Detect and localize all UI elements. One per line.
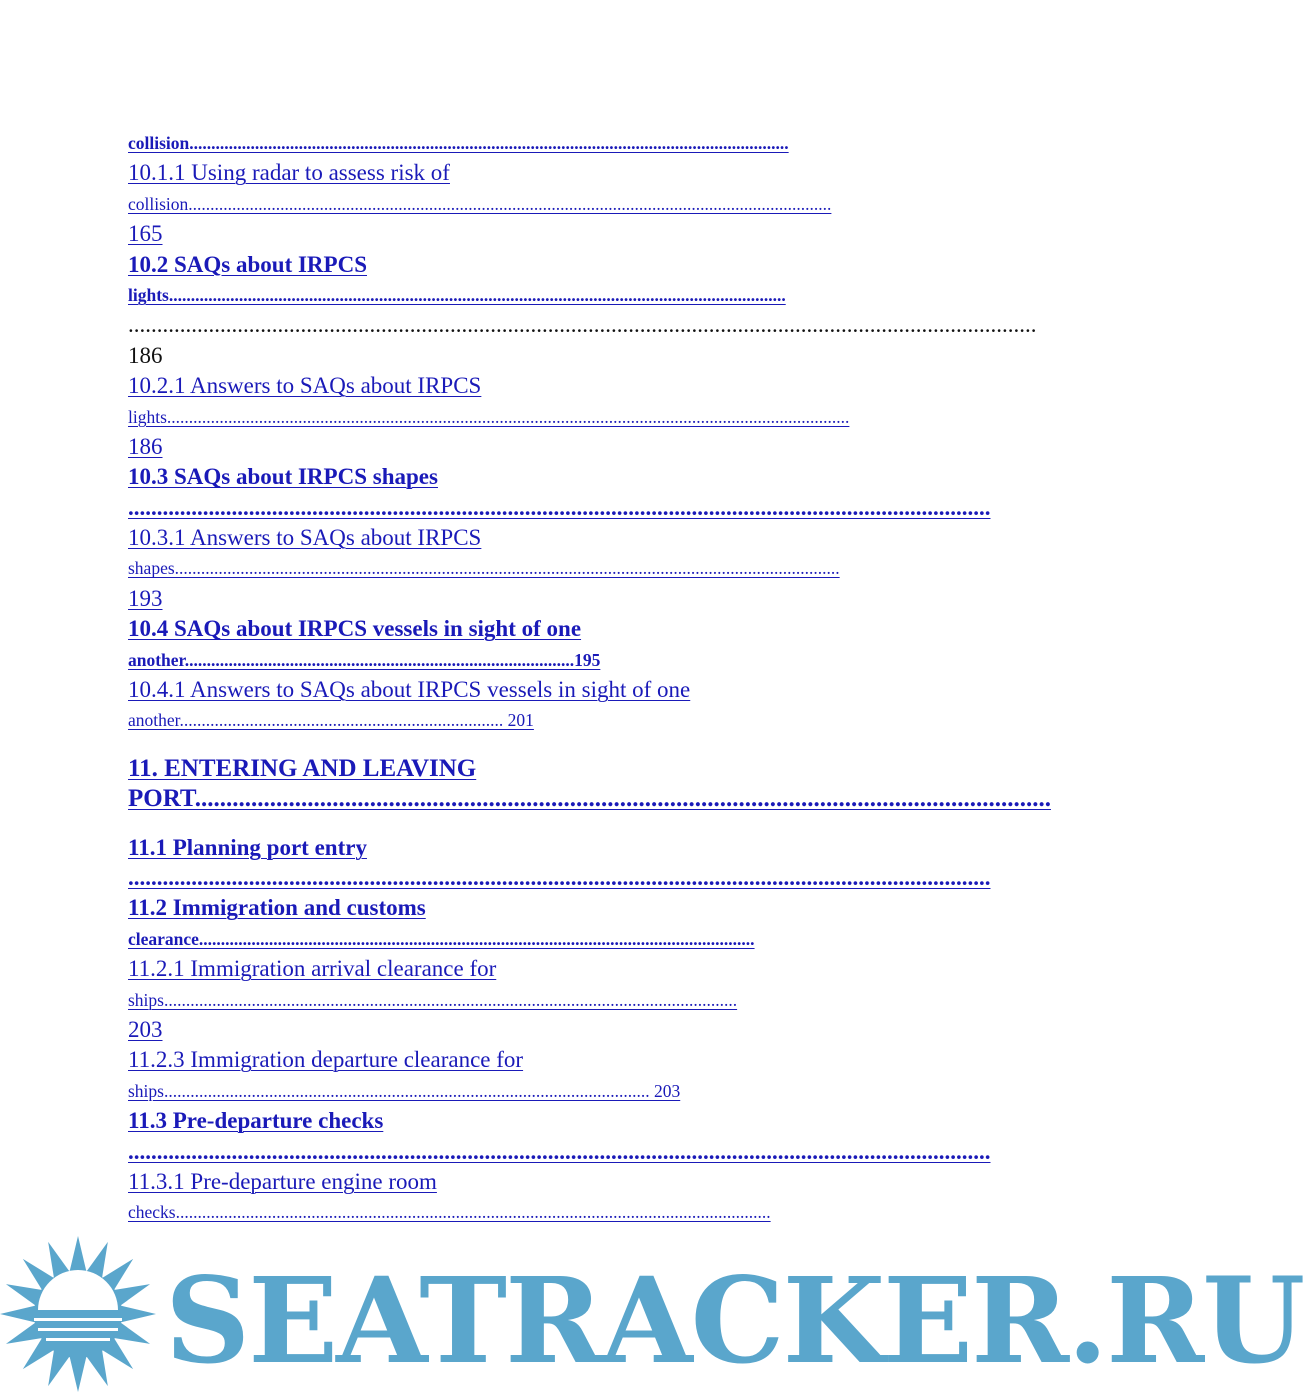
toc-entry-link[interactable]: 186	[128, 433, 163, 459]
toc-spacer	[128, 815, 954, 833]
toc-line	[128, 402, 954, 432]
toc-entry-link[interactable]: 10.3.1 Answers to SAQs about IRPCS	[128, 525, 482, 551]
toc-entry-link[interactable]: 10.4.1 Answers to SAQs about IRPCS vessels in sight of one	[128, 677, 691, 703]
toc-entry-link[interactable]: 10.1.1 Using radar to assess risk of	[128, 160, 450, 186]
toc-line	[128, 645, 954, 675]
toc-entry-link[interactable]: 10.2 SAQs about IRPCS	[128, 251, 367, 277]
toc-entry-link[interactable]: 10.3 SAQs about IRPCS shapes	[128, 464, 438, 490]
toc-line	[128, 1197, 954, 1227]
toc-line	[128, 954, 954, 984]
toc-spacer	[128, 736, 954, 754]
toc-line	[128, 584, 954, 614]
toc-entry-text: 186	[128, 342, 163, 368]
toc-entry-link[interactable]: 11. ENTERING AND LEAVING	[128, 754, 477, 782]
toc-entry-link[interactable]: 11.2.1 Immigration arrival clearance for	[128, 956, 497, 982]
toc-line	[128, 432, 954, 462]
toc-line	[128, 1076, 954, 1106]
toc-entry-link[interactable]: 11.1 Planning port entry	[128, 834, 367, 860]
toc-line	[128, 250, 954, 280]
toc-entry-link[interactable]: shapes........................................................................................................................................................	[128, 558, 840, 579]
toc-line	[128, 371, 954, 401]
toc-entry-link[interactable]: another.........................................................................................195	[128, 649, 601, 670]
toc-entry-link[interactable]: collision.........................................................................................................................................	[128, 133, 789, 153]
toc-entry-link[interactable]: collision...................................................................................................................................................	[128, 193, 832, 214]
toc-entry-link[interactable]: ships............................................................................................................... 203	[128, 1080, 681, 1101]
toc-entry-link[interactable]: ......................................................................................................................................................	[128, 1138, 991, 1164]
toc-line	[128, 553, 954, 583]
toc-line	[128, 189, 954, 219]
toc-line	[128, 1106, 954, 1136]
toc-entry-link[interactable]: 193	[128, 585, 163, 611]
toc-entry-link[interactable]: 11.3 Pre-departure checks	[128, 1108, 384, 1134]
toc-entry-link[interactable]: 11.2 Immigration and customs	[128, 895, 426, 921]
toc-line	[128, 863, 991, 893]
toc-entry-link[interactable]: 203	[128, 1016, 163, 1042]
toc-line	[128, 924, 954, 954]
toc-line	[128, 1167, 954, 1197]
toc-entry-link[interactable]: ......................................................................................................................................................	[128, 864, 991, 890]
table-of-contents	[128, 128, 1051, 1228]
toc-entry-link[interactable]: PORT.........................................................................................................................................	[128, 785, 1051, 813]
toc-line	[128, 310, 1037, 340]
toc-entry-link[interactable]: 10.2.1 Answers to SAQs about IRPCS	[128, 373, 482, 399]
toc-entry-link[interactable]: ships...................................................................................................................................	[128, 989, 738, 1010]
toc-entry-link[interactable]: 165	[128, 221, 163, 247]
toc-line	[128, 158, 954, 188]
toc-line	[128, 523, 954, 553]
toc-entry-link[interactable]: ......................................................................................................................................................	[128, 494, 991, 520]
toc-entry-link[interactable]: 11.3.1 Pre-departure engine room	[128, 1168, 437, 1194]
toc-line	[128, 614, 954, 644]
toc-line	[128, 833, 954, 863]
toc-entry-link[interactable]: another.......................................................................... 201	[128, 710, 534, 731]
toc-entry-link[interactable]: clearance...............................................................................................................................	[128, 928, 755, 949]
toc-line	[128, 1015, 954, 1045]
toc-line	[128, 462, 954, 492]
toc-line	[128, 341, 954, 371]
toc-line	[128, 893, 954, 923]
toc-line	[128, 754, 954, 784]
toc-line	[128, 1045, 954, 1075]
toc-entry-link[interactable]: checks........................................................................................................................................	[128, 1202, 771, 1223]
toc-entry-text: ..............................................................................................................................................................	[128, 312, 1037, 338]
toc-line	[128, 705, 954, 735]
toc-entry-link[interactable]: lights.............................................................................................................................................	[128, 284, 786, 305]
toc-entry-link[interactable]: 10.4 SAQs about IRPCS vessels in sight of one	[128, 616, 582, 642]
toc-line	[128, 128, 954, 158]
watermark-text: SEATRACKER.RU	[165, 1251, 1303, 1390]
toc-line	[128, 280, 954, 310]
toc-entry-link[interactable]: 11.2.3 Immigration departure clearance for	[128, 1047, 524, 1073]
toc-line	[128, 219, 954, 249]
toc-line	[128, 784, 1051, 814]
toc-line	[128, 985, 954, 1015]
toc-line	[128, 1137, 991, 1167]
toc-line	[128, 493, 991, 523]
toc-entry-link[interactable]: lights............................................................................................................................................................	[128, 406, 850, 427]
toc-line	[128, 675, 954, 705]
